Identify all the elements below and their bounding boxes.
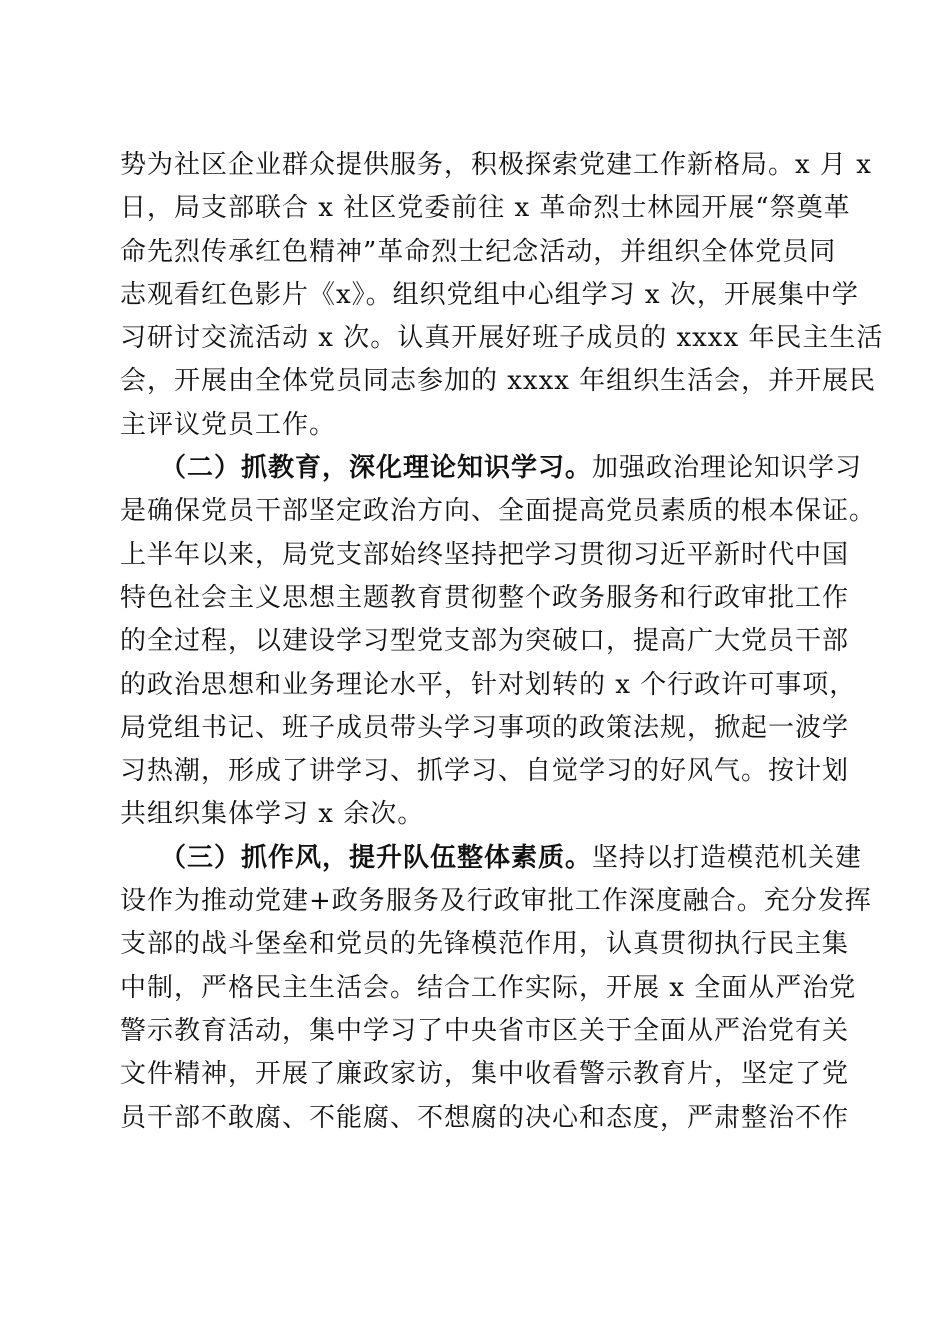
paragraph-first-line xyxy=(120,447,863,490)
paragraph-line: 志观看红色影片《x》。组织党组中心组学习 x 次，开展集中学 xyxy=(120,279,859,310)
paragraph-text: 加强政治理论知识学习 xyxy=(592,453,863,484)
paragraph-first-line xyxy=(120,837,863,880)
paragraph-line: 警示教育活动，集中学习了中央省市区关于全面从严治党有关 xyxy=(120,1015,850,1046)
paragraph-line: 的政治思想和业务理论水平，针对划转的 x 个行政许可事项， xyxy=(120,669,857,700)
section-heading-style: （三）抓作风，提升队伍整体素质。 xyxy=(160,842,593,873)
paragraph-line: 设作为推动党建+政务服务及行政审批工作深度融合。充分发挥 xyxy=(120,886,872,917)
paragraph-line: 局党组书记、班子成员带头学习事项的政策法规，掀起一波学 xyxy=(120,712,850,743)
section-heading-education: （二）抓教育，深化理论知识学习。 xyxy=(160,453,593,484)
paragraph-line: 是确保党员干部坚定政治方向、全面提高党员素质的根本保证。 xyxy=(120,496,877,527)
paragraph-line: 习热潮，形成了讲学习、抓学习、自觉学习的好风气。按计划 xyxy=(120,756,850,787)
paragraph-3 xyxy=(120,837,872,1140)
paragraph-line: 主评议党员工作。 xyxy=(120,409,337,440)
paragraph-line: 的全过程，以建设学习型党支部为突破口，提高广大党员干部 xyxy=(120,626,850,657)
paragraph-line: 特色社会主义思想主题教育贯彻整个政务服务和行政审批工作 xyxy=(120,582,850,613)
paragraph-line: 共组织集体学习 x 余次。 xyxy=(120,799,425,830)
paragraph-line: 文件精神，开展了廉政家访，集中收看警示教育片，坚定了党 xyxy=(120,1059,850,1090)
paragraph-line: 势为社区企业群众提供服务，积极探索党建工作新格局。x 月 x xyxy=(120,150,872,180)
paragraph-line: 日，局支部联合 x 社区党委前往 x 革命烈士林园开展“祭奠革 xyxy=(120,193,851,224)
paragraph-2 xyxy=(120,447,877,837)
paragraph-line: 会，开展由全体党员同志参加的 xxxx 年组织生活会，并开展民 xyxy=(120,366,877,397)
paragraph-line: 上半年以来，局党支部始终坚持把学习贯彻习近平新时代中国 xyxy=(120,539,850,570)
paragraph-line: 支部的战斗堡垒和党员的先锋模范作用，认真贯彻执行民主集 xyxy=(120,929,850,960)
paragraph-1 xyxy=(120,144,884,447)
paragraph-line: 员干部不敢腐、不能腐、不想腐的决心和态度，严肃整治不作 xyxy=(120,1102,850,1133)
paragraph-line: 习研讨交流活动 x 次。认真开展好班子成员的 xxxx 年民主生活 xyxy=(120,323,884,354)
paragraph-line: 中制，严格民主生活会。结合工作实际，开展 x 全面从严治党 xyxy=(120,972,857,1003)
paragraph-text: 坚持以打造模范机关建 xyxy=(592,842,863,873)
document-body xyxy=(120,144,884,1140)
paragraph-line: 命先烈传承红色精神”革命烈士纪念活动，并组织全体党员同 xyxy=(120,236,837,267)
